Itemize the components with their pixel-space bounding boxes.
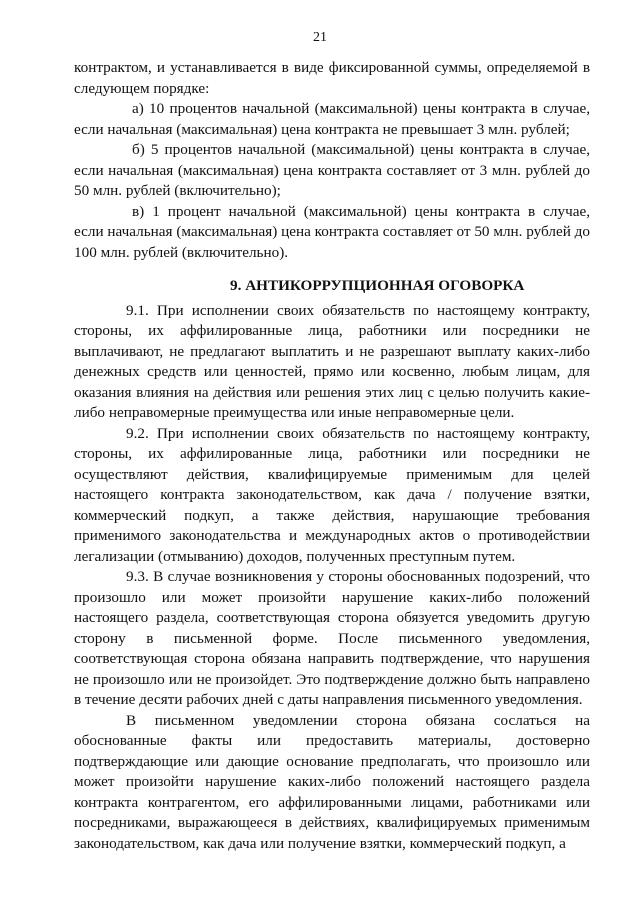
section-heading: 9. АНТИКОРРУПЦИОННАЯ ОГОВОРКА [230,277,525,294]
page-content [74,58,590,854]
paragraph-9-3-notice: В письменном уведомлении сторона обязана сослаться на обоснованные факты или предоставить материалы, достоверно подтверждающие или дающие основание предполагать, что произошло или может произойти нарушение каких-либо положений настоящего раздела контракта контрагентом, его аффилированными лицами, работниками или посредниками, выражающееся в действиях, квалифицируемых применимым законодательством, как дача или получение взятки, коммерческий подкуп, а [74,711,590,852]
paragraph-9-3: 9.3. В случае возникновения у стороны обоснованных подозрений, что произошло или может произойти нарушение каких-либо положений настоящего раздела, соответствующая сторона обязуется уведомить другую сторону в письменной форме. После письменного уведомления, соответствующая сторона обязана направить подтверждение, что нарушения не произошло или не произойдет. Это подтверждение должно быть направлено в течение десяти рабочих дней с даты направления письменного уведомления. [74,568,590,708]
paragraph-9-1: 9.1. При исполнении своих обязательств по настоящему контракту, стороны, их аффилированные лица, работники или посредники не выплачивают, не предлагают выплатить и не разрешают выплату каких-либо денежных средств или ценностей, прямо или косвенно, любым лицам, для оказания влияния на действия или решения этих лиц с целью получить какие-либо неправомерные преимущества или иные неправомерные цели. [74,301,590,421]
list-item-a: а) 10 процентов начальной (максимальной) цены контракта в случае, если начальная (максимальная) цена контракта не превышает 3 млн. рублей; [74,100,590,138]
page-number: 21 [313,30,327,45]
paragraph-9-2: 9.2. При исполнении своих обязательств по настоящему контракту, стороны, их аффилированные лица, работники или посредники не осуществляют действия, квалифицируемые применимым для целей настоящего контракта законодательством, как дача / получение взятки, коммерческий подкуп, а также действия, нарушающие требования применимого законодательства и международных актов о противодействии легализации (отмыванию) доходов, полученных преступным путем. [74,424,590,565]
list-item-b: б) 5 процентов начальной (максимальной) цены контракта в случае, если начальная (максимальная) цена контракта составляет от 3 млн. рублей до 50 млн. рублей (включительно); [74,141,590,199]
list-item-c: в) 1 процент начальной (максимальной) цены контракта в случае, если начальная (максимальная) цена контракта составляет от 50 млн. рублей до 100 млн. рублей (включительно). [74,202,590,261]
continuation-paragraph: контрактом, и устанавливается в виде фиксированной суммы, определяемой в следующем порядке: [74,59,590,97]
